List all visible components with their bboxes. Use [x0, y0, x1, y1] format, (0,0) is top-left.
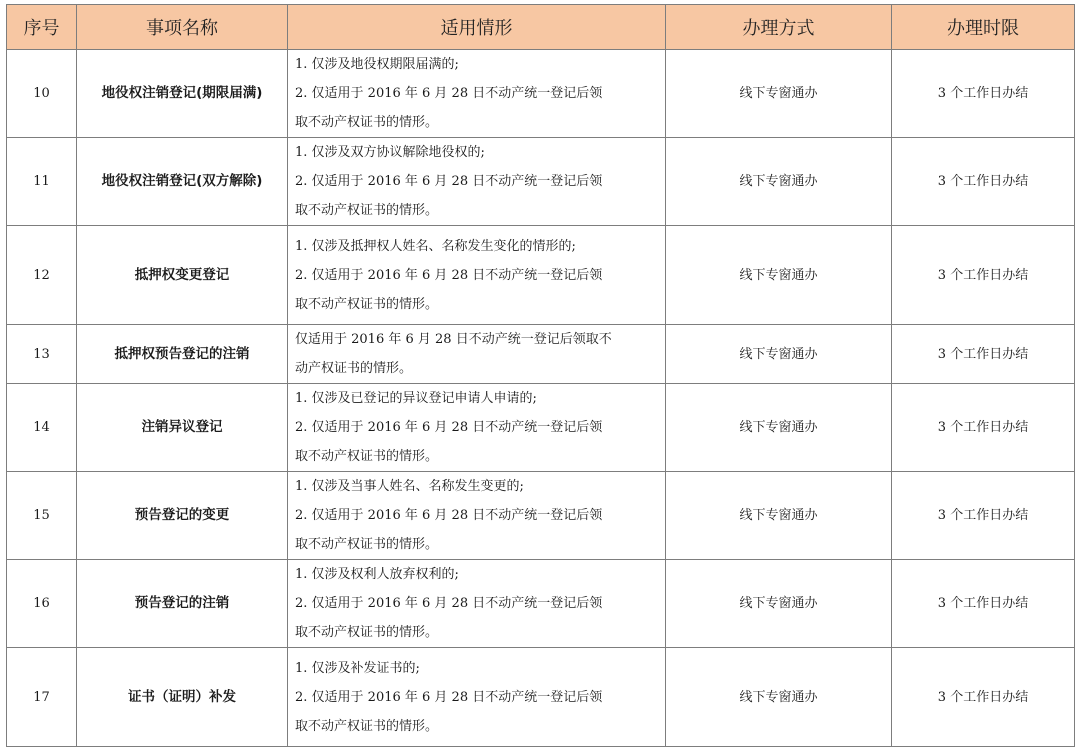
cell-method: 线下专窗通办 — [666, 648, 892, 747]
cell-seq: 17 — [7, 648, 77, 747]
header-item-name: 事项名称 — [77, 5, 288, 50]
condition-line: 取不动产权证书的情形。 — [295, 449, 439, 464]
header-seq: 序号 — [7, 5, 77, 50]
table-row — [7, 648, 1075, 747]
cell-item-name: 预告登记的变更 — [77, 472, 288, 560]
condition-line: 取不动产权证书的情形。 — [295, 203, 439, 218]
condition-line: 1. 仅涉及已登记的异议登记申请人申请的; — [295, 391, 537, 406]
condition-line: 1. 仅涉及双方协议解除地役权的; — [295, 145, 485, 160]
cell-conditions — [288, 138, 666, 226]
cell-conditions — [288, 226, 666, 325]
condition-line: 2. 仅适用于 2016 年 6 月 28 日不动产统一登记后领 — [295, 596, 603, 611]
condition-line: 取不动产权证书的情形。 — [295, 296, 439, 312]
cell-method: 线下专窗通办 — [666, 325, 892, 384]
cell-time-limit: 3 个工作日办结 — [892, 50, 1075, 138]
condition-line: 取不动产权证书的情形。 — [295, 718, 439, 734]
cell-seq: 16 — [7, 560, 77, 648]
table-row — [7, 138, 1075, 226]
table-body — [7, 50, 1075, 747]
registration-items-table — [6, 4, 1075, 747]
cell-method: 线下专窗通办 — [666, 50, 892, 138]
cell-item-name: 证书（证明）补发 — [77, 648, 288, 747]
cell-conditions — [288, 472, 666, 560]
table-row — [7, 384, 1075, 472]
cell-item-name: 预告登记的注销 — [77, 560, 288, 648]
cell-method: 线下专窗通办 — [666, 472, 892, 560]
condition-line: 1. 仅涉及抵押权人姓名、名称发生变化的情形的; — [295, 238, 576, 254]
condition-line: 取不动产权证书的情形。 — [295, 625, 439, 640]
cell-time-limit: 3 个工作日办结 — [892, 325, 1075, 384]
condition-line: 动产权证书的情形。 — [295, 361, 413, 376]
cell-conditions — [288, 560, 666, 648]
header-row — [7, 5, 1075, 50]
condition-line: 仅适用于 2016 年 6 月 28 日不动产统一登记后领取不 — [295, 332, 612, 347]
cell-time-limit: 3 个工作日办结 — [892, 472, 1075, 560]
condition-line: 1. 仅涉及地役权期限届满的; — [295, 57, 459, 72]
cell-conditions — [288, 384, 666, 472]
condition-line: 1. 仅涉及补发证书的; — [295, 660, 420, 676]
condition-line: 2. 仅适用于 2016 年 6 月 28 日不动产统一登记后领 — [295, 174, 603, 189]
cell-seq: 10 — [7, 50, 77, 138]
cell-seq: 15 — [7, 472, 77, 560]
condition-line: 1. 仅涉及当事人姓名、名称发生变更的; — [295, 479, 524, 494]
table-row — [7, 560, 1075, 648]
cell-item-name: 地役权注销登记(期限届满) — [77, 50, 288, 138]
cell-method: 线下专窗通办 — [666, 384, 892, 472]
cell-time-limit: 3 个工作日办结 — [892, 138, 1075, 226]
cell-method: 线下专窗通办 — [666, 560, 892, 648]
cell-time-limit: 3 个工作日办结 — [892, 226, 1075, 325]
cell-seq: 13 — [7, 325, 77, 384]
condition-line: 2. 仅适用于 2016 年 6 月 28 日不动产统一登记后领 — [295, 86, 603, 101]
condition-line: 2. 仅适用于 2016 年 6 月 28 日不动产统一登记后领 — [295, 420, 603, 435]
cell-conditions — [288, 325, 666, 384]
cell-seq: 11 — [7, 138, 77, 226]
cell-method: 线下专窗通办 — [666, 226, 892, 325]
cell-item-name: 注销异议登记 — [77, 384, 288, 472]
condition-line: 1. 仅涉及权利人放弃权利的; — [295, 567, 459, 582]
condition-line: 取不动产权证书的情形。 — [295, 537, 439, 552]
cell-item-name: 地役权注销登记(双方解除) — [77, 138, 288, 226]
cell-method: 线下专窗通办 — [666, 138, 892, 226]
cell-item-name: 抵押权变更登记 — [77, 226, 288, 325]
condition-line: 2. 仅适用于 2016 年 6 月 28 日不动产统一登记后领 — [295, 689, 603, 705]
cell-seq: 12 — [7, 226, 77, 325]
cell-time-limit: 3 个工作日办结 — [892, 648, 1075, 747]
header-method: 办理方式 — [666, 5, 892, 50]
registration-items-table-container — [6, 4, 1074, 747]
table-row — [7, 472, 1075, 560]
cell-time-limit: 3 个工作日办结 — [892, 560, 1075, 648]
cell-conditions — [288, 50, 666, 138]
header-time-limit: 办理时限 — [892, 5, 1075, 50]
table-row — [7, 50, 1075, 138]
table-row — [7, 325, 1075, 384]
condition-line: 2. 仅适用于 2016 年 6 月 28 日不动产统一登记后领 — [295, 267, 603, 283]
table-row — [7, 226, 1075, 325]
condition-line: 2. 仅适用于 2016 年 6 月 28 日不动产统一登记后领 — [295, 508, 603, 523]
cell-conditions — [288, 648, 666, 747]
condition-line: 取不动产权证书的情形。 — [295, 115, 439, 130]
cell-seq: 14 — [7, 384, 77, 472]
header-conditions: 适用情形 — [288, 5, 666, 50]
cell-time-limit: 3 个工作日办结 — [892, 384, 1075, 472]
table-header — [7, 5, 1075, 50]
cell-item-name: 抵押权预告登记的注销 — [77, 325, 288, 384]
